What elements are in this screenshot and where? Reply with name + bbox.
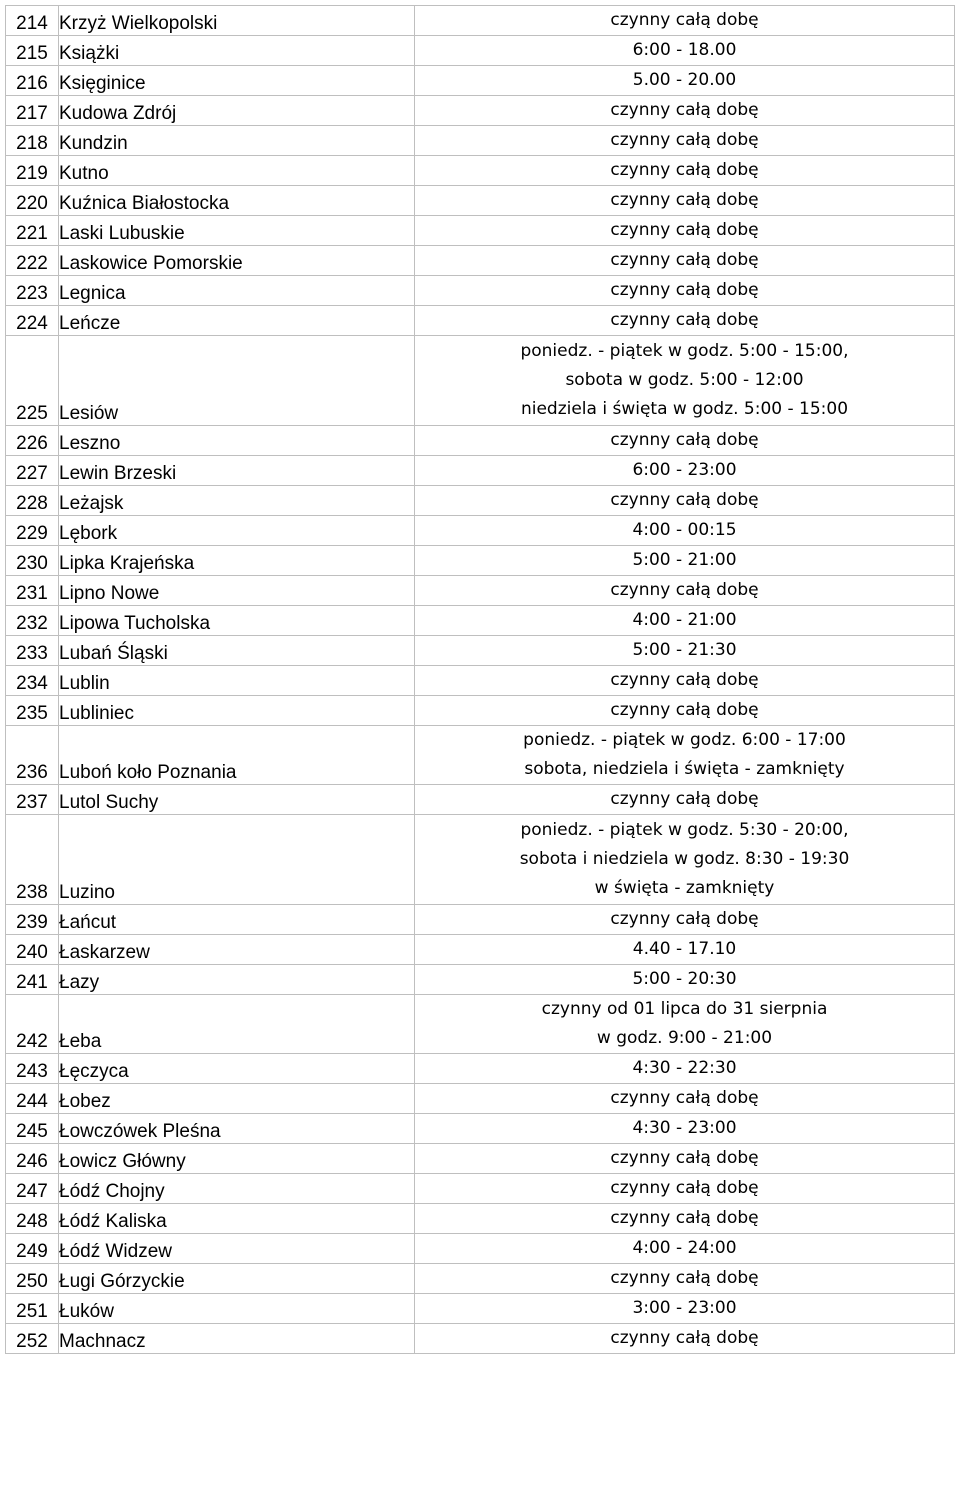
station-name: Lubliniec xyxy=(59,696,415,726)
opening-hours: 3:00 - 23:00 xyxy=(415,1294,955,1324)
table-row xyxy=(6,186,955,216)
row-number: 239 xyxy=(6,905,59,935)
opening-hours: 5:00 - 21:00 xyxy=(415,546,955,576)
station-name: Lublin xyxy=(59,666,415,696)
row-number: 249 xyxy=(6,1234,59,1264)
station-hours-table xyxy=(5,5,955,1354)
table-row xyxy=(6,1084,955,1114)
station-name: Łódź Kaliska xyxy=(59,1204,415,1234)
opening-hours: 5:00 - 20:30 xyxy=(415,965,955,995)
opening-hours: czynny całą dobę xyxy=(415,1084,955,1114)
row-number: 238 xyxy=(6,815,59,905)
opening-hours: czynny całą dobę xyxy=(415,1324,955,1354)
station-name: Laski Lubuskie xyxy=(59,216,415,246)
table-row xyxy=(6,636,955,666)
station-name: Łazy xyxy=(59,965,415,995)
opening-hours: czynny całą dobę xyxy=(415,1144,955,1174)
opening-hours: 4:00 - 21:00 xyxy=(415,606,955,636)
station-name: Kundzin xyxy=(59,126,415,156)
station-name: Lesiów xyxy=(59,336,415,426)
opening-hours: 4.40 - 17.10 xyxy=(415,935,955,965)
opening-hours: 4:30 - 22:30 xyxy=(415,1054,955,1084)
table-row xyxy=(6,66,955,96)
row-number: 246 xyxy=(6,1144,59,1174)
opening-hours: poniedz. - piątek w godz. 5:00 - 15:00, sobota w godz. 5:00 - 12:00 niedziela i święta w godz. 5:00 - 15:00 xyxy=(415,336,955,426)
table-row xyxy=(6,666,955,696)
row-number: 219 xyxy=(6,156,59,186)
opening-hours: czynny całą dobę xyxy=(415,1264,955,1294)
station-name: Łowicz Główny xyxy=(59,1144,415,1174)
table-row xyxy=(6,905,955,935)
station-name: Księginice xyxy=(59,66,415,96)
opening-hours: 6:00 - 23:00 xyxy=(415,456,955,486)
row-number: 251 xyxy=(6,1294,59,1324)
table-row xyxy=(6,726,955,785)
row-number: 218 xyxy=(6,126,59,156)
row-number: 248 xyxy=(6,1204,59,1234)
table-row xyxy=(6,306,955,336)
table-row xyxy=(6,576,955,606)
row-number: 224 xyxy=(6,306,59,336)
station-name: Lipowa Tucholska xyxy=(59,606,415,636)
station-name: Łuków xyxy=(59,1294,415,1324)
row-number: 244 xyxy=(6,1084,59,1114)
station-name: Łódź Chojny xyxy=(59,1174,415,1204)
table-row xyxy=(6,935,955,965)
table-row xyxy=(6,96,955,126)
opening-hours: 4:00 - 00:15 xyxy=(415,516,955,546)
opening-hours: czynny całą dobę xyxy=(415,576,955,606)
table-row xyxy=(6,426,955,456)
row-number: 221 xyxy=(6,216,59,246)
table-row xyxy=(6,606,955,636)
opening-hours: czynny całą dobę xyxy=(415,186,955,216)
row-number: 226 xyxy=(6,426,59,456)
table-body xyxy=(6,6,955,1354)
station-name: Łeba xyxy=(59,995,415,1054)
row-number: 217 xyxy=(6,96,59,126)
table-row xyxy=(6,1324,955,1354)
row-number: 252 xyxy=(6,1324,59,1354)
row-number: 228 xyxy=(6,486,59,516)
station-name: Lipka Krajeńska xyxy=(59,546,415,576)
station-name: Lubań Śląski xyxy=(59,636,415,666)
row-number: 243 xyxy=(6,1054,59,1084)
table-row xyxy=(6,546,955,576)
station-name: Lębork xyxy=(59,516,415,546)
row-number: 250 xyxy=(6,1264,59,1294)
opening-hours: 4:00 - 24:00 xyxy=(415,1234,955,1264)
station-name: Leżajsk xyxy=(59,486,415,516)
opening-hours: czynny całą dobę xyxy=(415,785,955,815)
table-row xyxy=(6,1114,955,1144)
station-name: Leńcze xyxy=(59,306,415,336)
station-name: Kutno xyxy=(59,156,415,186)
table-row xyxy=(6,336,955,426)
row-number: 214 xyxy=(6,6,59,36)
row-number: 222 xyxy=(6,246,59,276)
opening-hours: czynny całą dobę xyxy=(415,216,955,246)
opening-hours: czynny całą dobę xyxy=(415,306,955,336)
station-name: Luboń koło Poznania xyxy=(59,726,415,785)
opening-hours: czynny całą dobę xyxy=(415,1204,955,1234)
row-number: 236 xyxy=(6,726,59,785)
row-number: 245 xyxy=(6,1114,59,1144)
opening-hours: czynny od 01 lipca do 31 sierpnia w godz. 9:00 - 21:00 xyxy=(415,995,955,1054)
table-row xyxy=(6,785,955,815)
table-row xyxy=(6,1174,955,1204)
opening-hours: czynny całą dobę xyxy=(415,1174,955,1204)
table-row xyxy=(6,516,955,546)
station-name: Laskowice Pomorskie xyxy=(59,246,415,276)
station-name: Książki xyxy=(59,36,415,66)
opening-hours: czynny całą dobę xyxy=(415,426,955,456)
row-number: 242 xyxy=(6,995,59,1054)
station-name: Kuźnica Białostocka xyxy=(59,186,415,216)
station-name: Łaskarzew xyxy=(59,935,415,965)
table-row xyxy=(6,1144,955,1174)
station-name: Legnica xyxy=(59,276,415,306)
station-name: Łowczówek Pleśna xyxy=(59,1114,415,1144)
row-number: 235 xyxy=(6,696,59,726)
opening-hours: 6:00 - 18.00 xyxy=(415,36,955,66)
opening-hours: czynny całą dobę xyxy=(415,6,955,36)
row-number: 231 xyxy=(6,576,59,606)
row-number: 227 xyxy=(6,456,59,486)
table-row xyxy=(6,1204,955,1234)
station-name: Luzino xyxy=(59,815,415,905)
station-name: Łobez xyxy=(59,1084,415,1114)
row-number: 225 xyxy=(6,336,59,426)
opening-hours: poniedz. - piątek w godz. 5:30 - 20:00, sobota i niedziela w godz. 8:30 - 19:30 w święta - zamknięty xyxy=(415,815,955,905)
table-row xyxy=(6,1294,955,1324)
row-number: 220 xyxy=(6,186,59,216)
station-name: Łańcut xyxy=(59,905,415,935)
opening-hours: czynny całą dobę xyxy=(415,486,955,516)
row-number: 241 xyxy=(6,965,59,995)
opening-hours: czynny całą dobę xyxy=(415,96,955,126)
opening-hours: poniedz. - piątek w godz. 6:00 - 17:00 sobota, niedziela i święta - zamknięty xyxy=(415,726,955,785)
table-row xyxy=(6,696,955,726)
station-name: Kudowa Zdrój xyxy=(59,96,415,126)
table-row xyxy=(6,1054,955,1084)
station-name: Krzyż Wielkopolski xyxy=(59,6,415,36)
station-name: Lutol Suchy xyxy=(59,785,415,815)
table-row xyxy=(6,1234,955,1264)
table-row xyxy=(6,965,955,995)
table-row xyxy=(6,156,955,186)
row-number: 233 xyxy=(6,636,59,666)
opening-hours: czynny całą dobę xyxy=(415,126,955,156)
row-number: 230 xyxy=(6,546,59,576)
table-row xyxy=(6,276,955,306)
station-name: Łęczyca xyxy=(59,1054,415,1084)
table-row xyxy=(6,216,955,246)
table-row xyxy=(6,1264,955,1294)
row-number: 240 xyxy=(6,935,59,965)
row-number: 229 xyxy=(6,516,59,546)
row-number: 216 xyxy=(6,66,59,96)
opening-hours: czynny całą dobę xyxy=(415,246,955,276)
table-row xyxy=(6,246,955,276)
station-name: Łódź Widzew xyxy=(59,1234,415,1264)
row-number: 223 xyxy=(6,276,59,306)
station-name: Lipno Nowe xyxy=(59,576,415,606)
opening-hours: czynny całą dobę xyxy=(415,905,955,935)
station-name: Leszno xyxy=(59,426,415,456)
table-row xyxy=(6,486,955,516)
opening-hours: 4:30 - 23:00 xyxy=(415,1114,955,1144)
table-row xyxy=(6,995,955,1054)
row-number: 247 xyxy=(6,1174,59,1204)
row-number: 215 xyxy=(6,36,59,66)
table-row xyxy=(6,815,955,905)
row-number: 237 xyxy=(6,785,59,815)
row-number: 232 xyxy=(6,606,59,636)
opening-hours: czynny całą dobę xyxy=(415,666,955,696)
opening-hours: czynny całą dobę xyxy=(415,276,955,306)
row-number: 234 xyxy=(6,666,59,696)
opening-hours: 5:00 - 21:30 xyxy=(415,636,955,666)
table-row xyxy=(6,126,955,156)
opening-hours: 5.00 - 20.00 xyxy=(415,66,955,96)
table-row xyxy=(6,36,955,66)
opening-hours: czynny całą dobę xyxy=(415,696,955,726)
station-name: Ługi Górzyckie xyxy=(59,1264,415,1294)
opening-hours: czynny całą dobę xyxy=(415,156,955,186)
table-row xyxy=(6,6,955,36)
table-row xyxy=(6,456,955,486)
station-name: Machnacz xyxy=(59,1324,415,1354)
station-name: Lewin Brzeski xyxy=(59,456,415,486)
